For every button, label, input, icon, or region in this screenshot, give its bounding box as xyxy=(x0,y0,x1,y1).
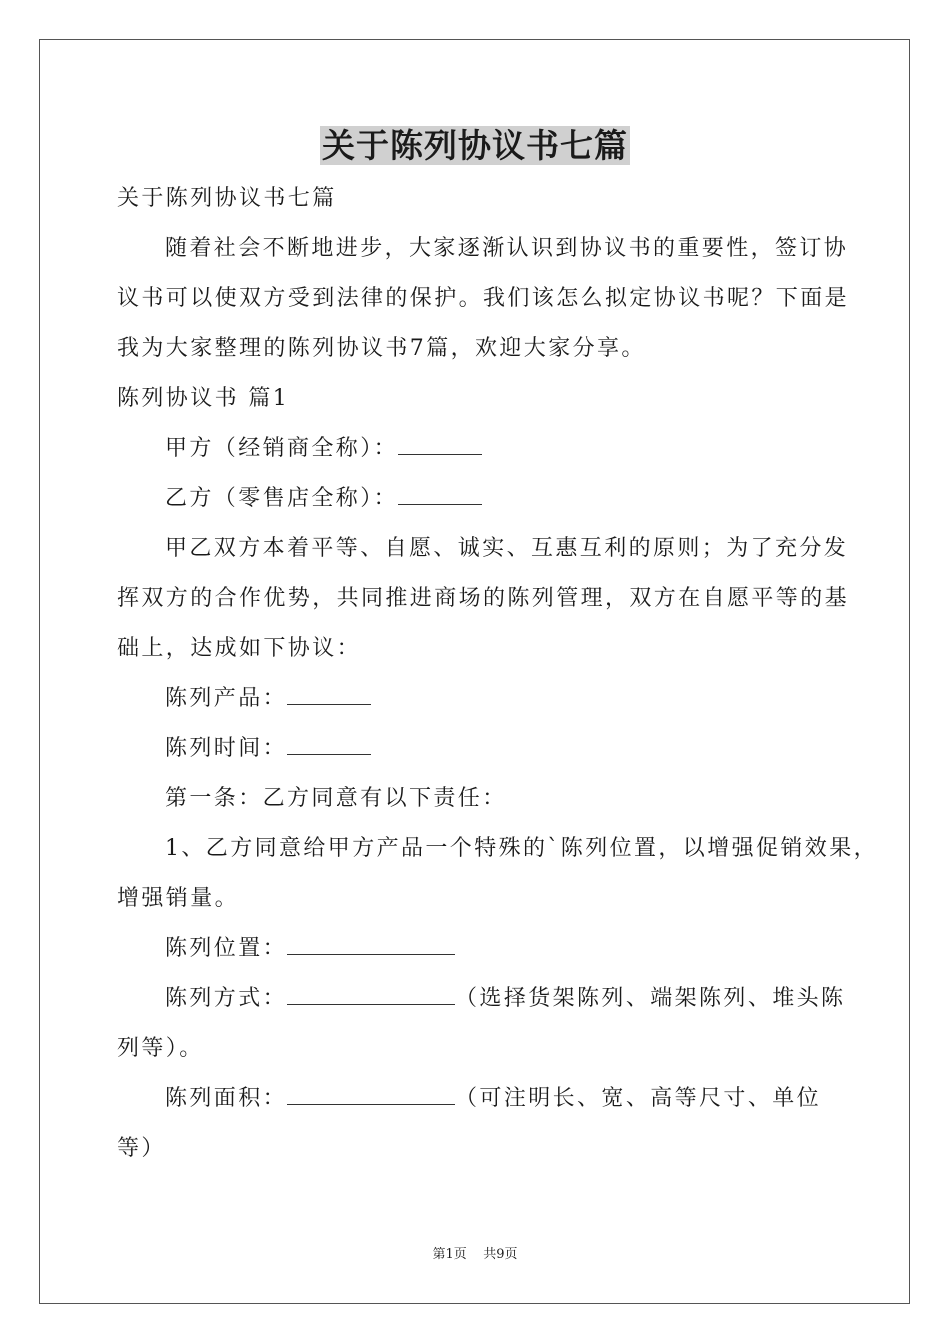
area-note: （可注明长、宽、高等尺寸、单位 xyxy=(455,1086,822,1111)
product-label: 陈列产品： xyxy=(165,686,288,711)
product-line xyxy=(165,684,371,714)
article-one: 第一条：乙方同意有以下责任： xyxy=(165,786,507,811)
method-note-cont: 列等）。 xyxy=(117,1036,204,1061)
page-total: 共9页 xyxy=(483,1247,518,1262)
area-line xyxy=(165,1084,821,1114)
method-blank xyxy=(287,984,455,1005)
area-label: 陈列面积： xyxy=(165,1086,288,1111)
section-heading: 陈列协议书 篇1 xyxy=(117,386,290,411)
preamble-line-2: 挥双方的合作优势，共同推进商场的陈列管理，双方在自愿平等的基 xyxy=(117,586,850,611)
time-blank xyxy=(287,734,371,755)
intro-line-3: 我为大家整理的陈列协议书7篇，欢迎大家分享。 xyxy=(117,336,646,361)
page-border xyxy=(39,39,910,1304)
document-title: 关于陈列协议书七篇 xyxy=(322,126,628,165)
clause-one-line-2: 增强销量。 xyxy=(117,886,240,911)
position-label: 陈列位置： xyxy=(165,936,288,961)
page-number: 第1页 xyxy=(432,1247,467,1262)
party-a-blank xyxy=(398,434,482,455)
party-b-blank xyxy=(398,484,482,505)
subtitle: 关于陈列协议书七篇 xyxy=(117,186,337,211)
product-blank xyxy=(287,684,371,705)
preamble-line-1: 甲乙双方本着平等、自愿、诚实、互惠互利的原则；为了充分发 xyxy=(165,536,849,561)
intro-line-2: 议书可以使双方受到法律的保护。我们该怎么拟定协议书呢？下面是 xyxy=(117,286,850,311)
party-a-label: 甲方（经销商全称）： xyxy=(165,436,399,461)
area-blank xyxy=(287,1084,455,1105)
position-blank xyxy=(287,934,455,955)
party-a-line xyxy=(165,434,482,464)
page-footer xyxy=(0,1246,950,1264)
preamble-line-3: 础上，达成如下协议： xyxy=(117,636,362,661)
party-b-label: 乙方（零售店全称）： xyxy=(165,486,399,511)
area-note-cont: 等） xyxy=(117,1136,166,1161)
clause-one-line-1: 1、乙方同意给甲方产品一个特殊的`陈列位置，以增强促销效果， xyxy=(165,836,878,861)
method-note: （选择货架陈列、端架陈列、堆头陈 xyxy=(455,986,846,1011)
position-line xyxy=(165,934,455,964)
intro-line-1: 随着社会不断地进步，大家逐渐认识到协议书的重要性，签订协 xyxy=(165,236,849,261)
time-line xyxy=(165,734,371,764)
method-label: 陈列方式： xyxy=(165,986,288,1011)
time-label: 陈列时间： xyxy=(165,736,288,761)
party-b-line xyxy=(165,484,482,514)
method-line xyxy=(165,984,845,1014)
